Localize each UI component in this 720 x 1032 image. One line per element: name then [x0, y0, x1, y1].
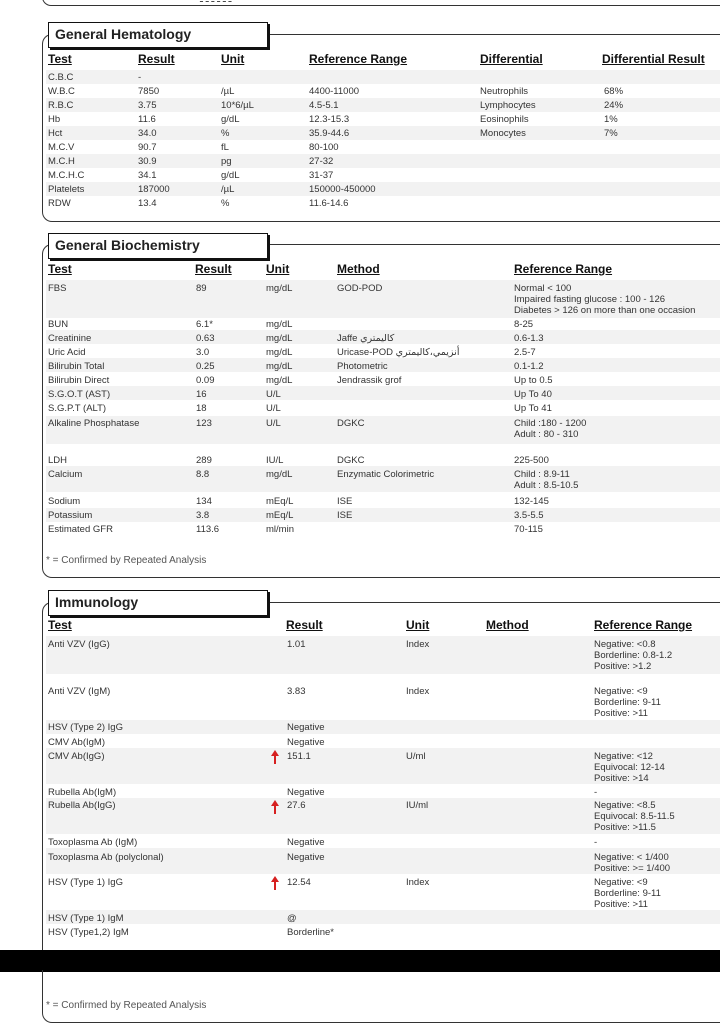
- bio-test: Bilirubin Total: [48, 361, 105, 372]
- hema-unit: fL: [221, 142, 229, 153]
- immuno-ref: Negative: <8.5: [594, 800, 656, 811]
- immuno-ref: Borderline: 9-11: [594, 697, 661, 708]
- hema-unit: pg: [221, 156, 232, 167]
- hema-result: -: [138, 72, 142, 83]
- immuno-test: CMV Ab(IgG): [48, 751, 105, 762]
- bio-ref: Child : 8.9-11: [514, 469, 570, 480]
- immuno-result: 12.54: [287, 877, 311, 888]
- hema-unit: /µL: [221, 184, 235, 195]
- differential-name: Neutrophils: [480, 86, 529, 97]
- bio-result: 0.63: [196, 333, 215, 344]
- bio-method: DGKC: [337, 455, 365, 466]
- immuno-result: Negative: [287, 787, 325, 798]
- row-stripe: [46, 720, 720, 734]
- bio-method: Photometric: [337, 361, 388, 372]
- high-flag-icon: [271, 800, 279, 814]
- hema-test: C.B.C: [48, 72, 74, 83]
- immuno-ref: -: [594, 837, 598, 848]
- immuno-result: Negative: [287, 837, 325, 848]
- immuno-result: Negative: [287, 852, 325, 863]
- bio-result: 134: [196, 496, 212, 507]
- differential-value: 7%: [604, 128, 618, 139]
- hema-ref: 80-100: [309, 142, 339, 153]
- differential-value: 68%: [604, 86, 624, 97]
- bio-result: 8.8: [196, 469, 210, 480]
- immuno-ref: Positive: >11: [594, 899, 648, 910]
- hematology-header-unit: Unit: [221, 52, 245, 66]
- bio-ref: 3.5-5.5: [514, 510, 544, 521]
- immuno-ref: Negative: <9: [594, 877, 648, 888]
- bio-header-unit: Unit: [266, 262, 290, 276]
- bio-ref: Normal < 100: [514, 283, 572, 294]
- hema-result: 90.7: [138, 142, 157, 153]
- bio-method: Uricase-POD أنزيمي،كاليمتري: [337, 347, 460, 358]
- hema-test: M.C.V: [48, 142, 75, 153]
- bio-method: GOD-POD: [337, 283, 383, 294]
- immuno-test: Rubella Ab(IgG): [48, 800, 116, 811]
- immuno-ref: -: [594, 787, 598, 798]
- hema-ref: 35.9-44.6: [309, 128, 350, 139]
- bio-ref: Up To 41: [514, 403, 552, 414]
- bio-unit: mg/dL: [266, 333, 293, 344]
- hema-ref: 4400-11000: [309, 86, 360, 97]
- bio-result: 89: [196, 283, 207, 294]
- bio-method: DGKC: [337, 418, 365, 429]
- hema-result: 34.1: [138, 170, 157, 181]
- immuno-unit: Index: [406, 686, 430, 697]
- immuno-result: Negative: [287, 722, 325, 733]
- bio-result: 289: [196, 455, 212, 466]
- bio-test: Calcium: [48, 469, 83, 480]
- hema-test: Hct: [48, 128, 63, 139]
- bio-test: Creatinine: [48, 333, 92, 344]
- immuno-ref: Positive: >11.5: [594, 822, 656, 833]
- hematology-header-test: Test: [48, 52, 72, 66]
- immuno-ref: Equivocal: 12-14: [594, 762, 665, 773]
- bio-ref: Adult : 8.5-10.5: [514, 480, 579, 491]
- immuno-unit: IU/ml: [406, 800, 429, 811]
- immuno-header-method: Method: [486, 618, 529, 632]
- bio-ref: 225-500: [514, 455, 549, 466]
- previous-panel-edge: [42, 0, 720, 6]
- bio-test: Sodium: [48, 496, 81, 507]
- hematology-header-reference: Reference Range: [309, 52, 408, 66]
- hematology-header-result: Result: [138, 52, 175, 66]
- immuno-result: 1.01: [287, 639, 306, 650]
- hema-unit: %: [221, 128, 230, 139]
- redaction-bar: [0, 950, 720, 972]
- bio-result: 6.1*: [196, 319, 213, 330]
- immuno-unit: Index: [406, 877, 430, 888]
- immuno-test: HSV (Type 1) IgM: [48, 913, 124, 924]
- hema-ref: 150000-450000: [309, 184, 376, 195]
- bio-test: Uric Acid: [48, 347, 86, 358]
- bio-unit: U/L: [266, 418, 281, 429]
- bio-ref: Up to 0.5: [514, 375, 553, 386]
- hematology-header-diff-result: Differential Result: [602, 52, 705, 66]
- immuno-header-test: Test: [48, 618, 72, 632]
- bottom-footnote: * = Confirmed by Repeated Analysis: [46, 1000, 207, 1011]
- bio-result: 3.0: [196, 347, 210, 358]
- immuno-ref: Negative: <9: [594, 686, 648, 697]
- immuno-header-reference: Reference Range: [594, 618, 693, 632]
- immunology-title: Immunology: [48, 590, 268, 616]
- row-stripe: [46, 70, 720, 84]
- bio-unit: ml/min: [266, 524, 294, 535]
- hema-result: 11.6: [138, 114, 156, 125]
- immuno-ref: Negative: < 1/400: [594, 852, 669, 863]
- bio-result: 16: [196, 389, 207, 400]
- bio-unit: mg/dL: [266, 375, 293, 386]
- bio-result: 18: [196, 403, 207, 414]
- differential-value: 24%: [604, 100, 624, 111]
- bio-ref: Diabetes > 126 on more than one occasion: [514, 305, 696, 316]
- differential-value: 1%: [604, 114, 618, 125]
- bio-test: Alkaline Phosphatase: [48, 418, 140, 429]
- immuno-ref: Borderline: 0.8-1.2: [594, 650, 673, 661]
- hema-unit: g/dL: [221, 170, 240, 181]
- immuno-ref: Positive: >11: [594, 708, 648, 719]
- immuno-ref: Borderline: 9-11: [594, 888, 661, 899]
- hema-result: 30.9: [138, 156, 157, 167]
- bottom-panel: [42, 970, 720, 1023]
- hema-test: R.B.C: [48, 100, 74, 111]
- row-stripe: [46, 910, 720, 924]
- hema-ref: 31-37: [309, 170, 334, 181]
- hematology-title: General Hematology: [48, 22, 268, 48]
- bio-header-test: Test: [48, 262, 72, 276]
- immuno-test: Anti VZV (IgG): [48, 639, 110, 650]
- bio-unit: mg/dL: [266, 319, 293, 330]
- immuno-header-unit: Unit: [406, 618, 430, 632]
- hema-result: 7850: [138, 86, 160, 97]
- bio-header-reference: Reference Range: [514, 262, 613, 276]
- row-stripe: [46, 416, 720, 444]
- hema-test: Platelets: [48, 184, 85, 195]
- immuno-result: @: [287, 913, 297, 924]
- differential-name: Monocytes: [480, 128, 526, 139]
- high-flag-icon: [271, 750, 279, 764]
- bio-test: S.G.O.T (AST): [48, 389, 111, 400]
- hema-test: W.B.C: [48, 86, 75, 97]
- bio-unit: IU/L: [266, 455, 284, 466]
- bio-test: S.G.P.T (ALT): [48, 403, 107, 414]
- bio-test: Estimated GFR: [48, 524, 113, 535]
- bio-result: 123: [196, 418, 212, 429]
- bio-ref: 2.5-7: [514, 347, 536, 358]
- bio-unit: mEq/L: [266, 496, 294, 507]
- hema-ref: 4.5-5.1: [309, 100, 339, 111]
- bio-result: 0.25: [196, 361, 215, 372]
- bio-unit: U/L: [266, 389, 281, 400]
- immuno-ref: Negative: <0.8: [594, 639, 656, 650]
- row-stripe: [46, 386, 720, 400]
- hema-result: 13.4: [138, 198, 157, 209]
- immuno-test: Anti VZV (IgM): [48, 686, 111, 697]
- immuno-test: CMV Ab(IgM): [48, 737, 106, 748]
- bio-unit: mg/dL: [266, 361, 293, 372]
- immuno-test: Toxoplasma Ab (IgM): [48, 837, 138, 848]
- immuno-ref: Equivocal: 8.5-11.5: [594, 811, 675, 822]
- bio-ref: Adult : 80 - 310: [514, 429, 579, 440]
- bio-method: ISE: [337, 510, 353, 521]
- immuno-result: 27.6: [287, 800, 306, 811]
- immuno-ref: Negative: <12: [594, 751, 653, 762]
- immuno-unit: U/ml: [406, 751, 426, 762]
- bio-header-method: Method: [337, 262, 380, 276]
- immuno-ref: Positive: >= 1/400: [594, 863, 671, 874]
- row-stripe: [46, 508, 720, 522]
- hema-ref: 12.3-15.3: [309, 114, 350, 125]
- bio-method: Jaffe كاليمتري: [337, 333, 395, 344]
- bio-result: 0.09: [196, 375, 215, 386]
- hema-test: RDW: [48, 198, 71, 209]
- immuno-test: Rubella Ab(IgM): [48, 787, 117, 798]
- bio-result: 113.6: [196, 524, 220, 535]
- bio-test: BUN: [48, 319, 69, 330]
- bio-header-result: Result: [195, 262, 232, 276]
- bio-ref: 0.1-1.2: [514, 361, 544, 372]
- hema-unit: %: [221, 198, 230, 209]
- high-flag-icon: [271, 876, 279, 890]
- bio-result: 3.8: [196, 510, 210, 521]
- immuno-test: HSV (Type1,2) IgM: [48, 927, 129, 938]
- bio-unit: mg/dL: [266, 469, 293, 480]
- hema-test: M.C.H: [48, 156, 75, 167]
- bio-ref: 132-145: [514, 496, 549, 507]
- immuno-ref: Positive: >1.2: [594, 661, 652, 672]
- bio-ref: 70-115: [514, 524, 543, 535]
- bio-test: FBS: [48, 283, 67, 294]
- hema-test: M.C.H.C: [48, 170, 85, 181]
- bio-unit: mg/dL: [266, 283, 293, 294]
- bio-ref: 0.6-1.3: [514, 333, 544, 344]
- hema-result: 187000: [138, 184, 170, 195]
- bio-unit: mEq/L: [266, 510, 294, 521]
- bio-method: Enzymatic Colorimetric: [337, 469, 435, 480]
- bio-unit: mg/dL: [266, 347, 293, 358]
- hema-test: Hb: [48, 114, 61, 125]
- top-fragment-text: [200, 0, 231, 5]
- hema-ref: 11.6-14.6: [309, 198, 349, 209]
- biochemistry-footnote: * = Confirmed by Repeated Analysis: [46, 555, 207, 566]
- hema-unit: /µL: [221, 86, 235, 97]
- immuno-test: HSV (Type 1) IgG: [48, 877, 123, 888]
- bio-method: ISE: [337, 496, 353, 507]
- hema-unit: g/dL: [221, 114, 240, 125]
- immuno-unit: Index: [406, 639, 430, 650]
- immuno-result: Borderline*: [287, 927, 334, 938]
- immuno-result: 3.83: [287, 686, 306, 697]
- immuno-ref: Positive: >14: [594, 773, 649, 784]
- hematology-header-differential: Differential: [480, 52, 543, 66]
- immuno-result: Negative: [287, 737, 325, 748]
- immuno-test: Toxoplasma Ab (polyclonal): [48, 852, 164, 863]
- differential-name: Eosinophils: [480, 114, 529, 125]
- bio-unit: U/L: [266, 403, 281, 414]
- hema-result: 34.0: [138, 128, 157, 139]
- immuno-result: 151.1: [287, 751, 311, 762]
- biochemistry-title: General Biochemistry: [48, 233, 268, 259]
- bio-ref: Child :180 - 1200: [514, 418, 587, 429]
- hema-ref: 27-32: [309, 156, 334, 167]
- differential-name: Lymphocytes: [480, 100, 536, 111]
- bio-ref: Impaired fasting glucose : 100 - 126: [514, 294, 666, 305]
- bio-test: Potassium: [48, 510, 93, 521]
- immuno-header-result: Result: [286, 618, 323, 632]
- bio-method: Jendrassik grof: [337, 375, 402, 386]
- bio-ref: Up To 40: [514, 389, 552, 400]
- hema-unit: 10*6/µL: [221, 100, 254, 111]
- bio-test: LDH: [48, 455, 68, 466]
- bio-test: Bilirubin Direct: [48, 375, 110, 386]
- immuno-test: HSV (Type 2) IgG: [48, 722, 123, 733]
- hema-result: 3.75: [138, 100, 157, 111]
- bio-ref: 8-25: [514, 319, 534, 330]
